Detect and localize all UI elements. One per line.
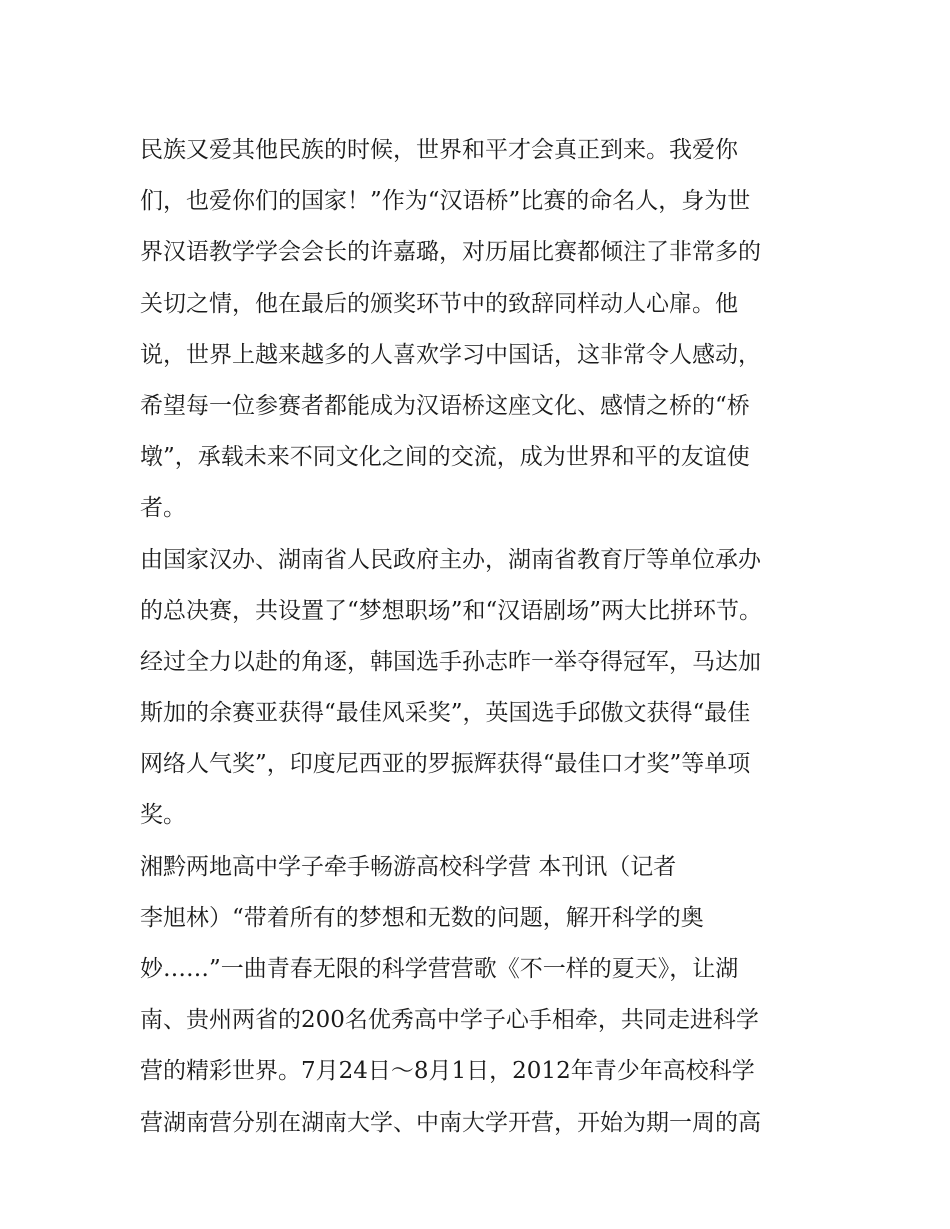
text-line: 南、贵州两省的200名优秀高中学子心手相牵，共同走进科学 [140,1007,759,1034]
text-line: 妙……”一曲青春无限的科学营营歌《不一样的夏天》，让湖 [140,956,739,982]
text-line: 说，世界上越来越多的人喜欢学习中国话，这非常令人感动， [140,341,761,368]
text-line: 营湖南营分别在湖南大学、中南大学开营，开始为期一周的高 [140,1109,761,1136]
text-line: 民族又爱其他民族的时候，世界和平才会真正到来。我爱你 [140,137,738,163]
text-line: 网络人气奖”，印度尼西亚的罗振辉获得“最佳口才奖”等单项 [140,751,751,778]
text-line: 奖。 [140,802,186,829]
text-line: 们，也爱你们的国家！”作为“汉语桥”比赛的命名人，身为世 [140,188,751,215]
document-page [140,125,820,1149]
text-line: 营的精彩世界。7月24日～8月1日，2012年青少年高校科学 [140,1058,755,1085]
text-line: 李旭林）“带着所有的梦想和无数的问题，解开科学的奥 [140,904,704,931]
text-line: 希望每一位参赛者都能成为汉语桥这座文化、感情之桥的“桥 [140,392,750,419]
text-line: 界汉语教学学会会长的许嘉璐，对历届比赛都倾注了非常多的 [140,239,761,266]
text-line: 者。 [140,495,186,522]
text-line: 的总决赛，共设置了“梦想职场”和“汉语剧场”两大比拼环节。 [140,597,763,624]
text-line: 经过全力以赴的角逐，韩国选手孙志昨一举夺得冠军，马达加 [140,648,761,675]
text-line: 湘黔两地高中学子牵手畅游高校科学营 本刊讯（记者 [140,853,677,880]
text-line: 斯加的余赛亚获得“最佳风采奖”，英国选手邱傲文获得“最佳 [140,700,751,727]
text-line: 由国家汉办、湖南省人民政府主办，湖南省教育厅等单位承办 [140,546,761,573]
text-line: 关切之情，他在最后的颁奖环节中的致辞同样动人心扉。他 [140,290,738,317]
text-line: 墩”，承载未来不同文化之间的交流，成为世界和平的友谊使 [140,444,750,471]
